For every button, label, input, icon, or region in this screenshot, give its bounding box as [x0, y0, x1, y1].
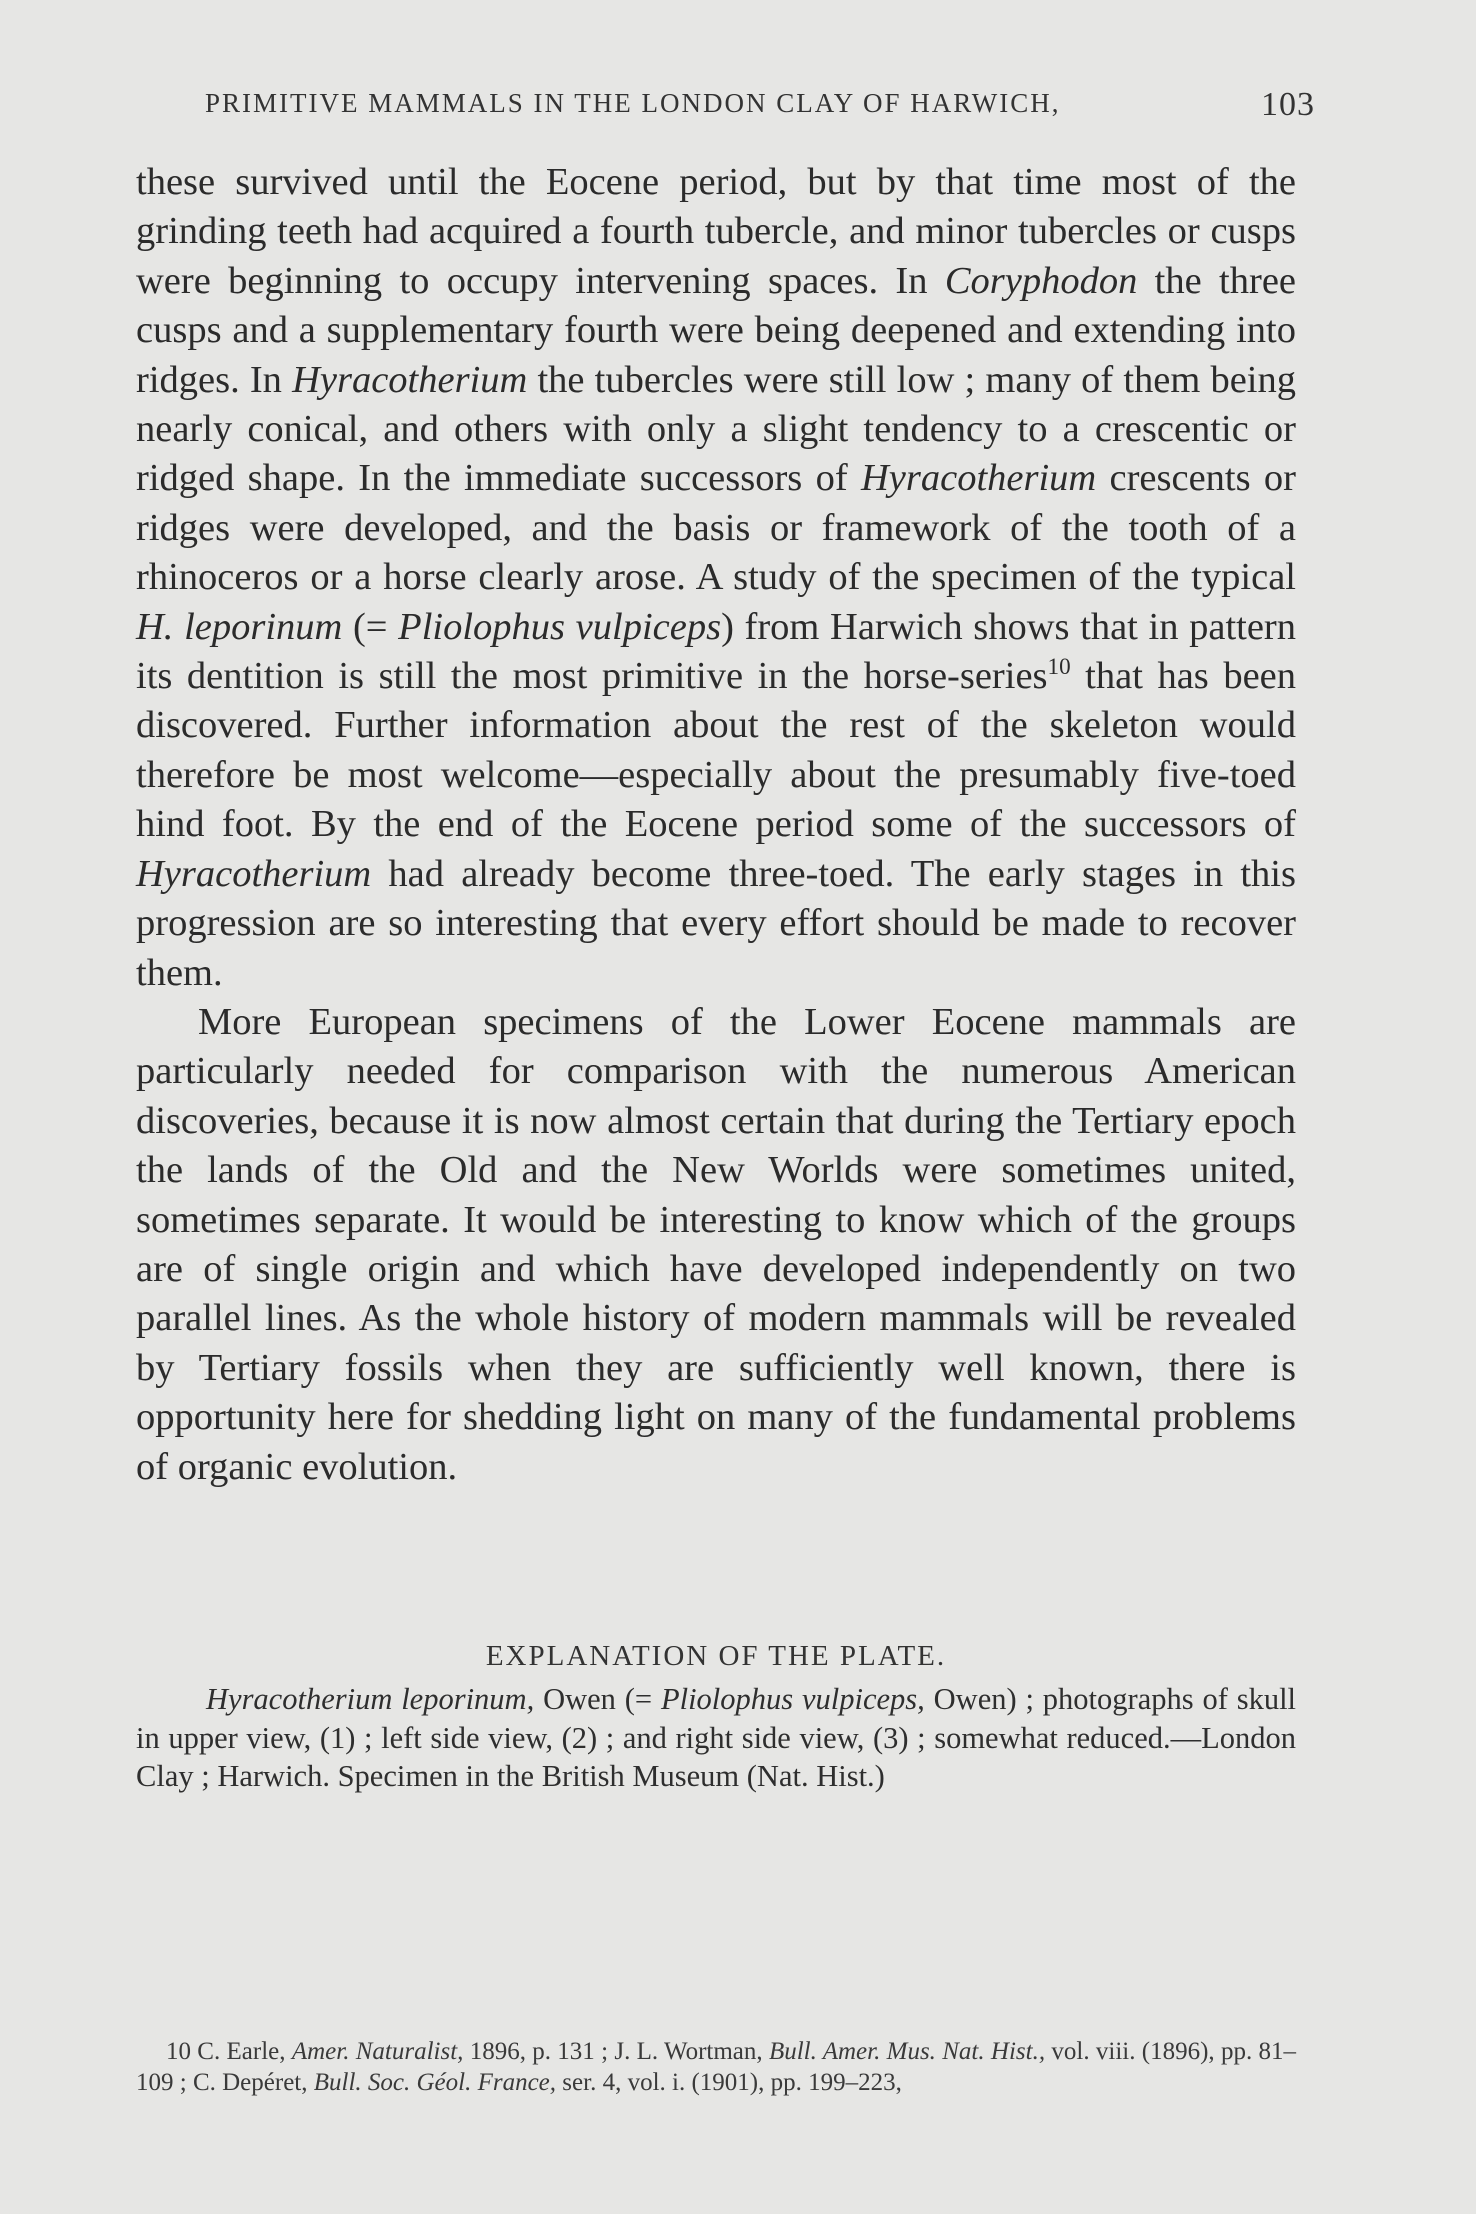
footnote-reference: 10 [1047, 653, 1071, 680]
body-text [136, 158, 1296, 1492]
text-run: 10 C. Earle, [166, 2038, 292, 2065]
paragraph-1 [136, 158, 1296, 998]
text-run: vol. viii. (1896), pp. 81–109 ; C. Depéret, [136, 2038, 1296, 2096]
text-run: had already become three-toed. The early stages in this progression are so interesting that every effort should be made to recover them. [136, 852, 1296, 994]
running-head [205, 80, 1315, 130]
text-run: that has been discovered. Further information about the rest of the skeleton would therefore be most welcome—especially about the presumably five-toed hind foot. By the end of the Eocene period some of the successors of [136, 655, 1296, 846]
italic-genus-name: Hyracotherium [292, 358, 528, 401]
text-run: (= [342, 605, 399, 648]
paragraph-2: More European specimens of the Lower Eocene mammals are particularly needed for comparison with the numerous American discoveries, because it is now almost certain that during the Tertiary epoch the lands of the Old and the New Worlds were sometimes united, sometimes separate. It would be interesting to know which of the groups are of single origin and which have developed independently on two parallel lines. As the whole history of modern mammals will be revealed by Tertiary fossils when they are sufficiently well known, there is opportunity here for shedding light on many of the fundamental problems of organic evolution. [136, 1000, 1296, 1488]
text-run: ) from Harwich shows that in pattern its dentition is still the most primitive in the horse-series [136, 605, 1296, 698]
italic-species-name: Pliolophus vulpiceps [398, 605, 722, 648]
text-run: crescents or ridges were developed, and the basis or framework of the tooth of a rhinoceros or a horse clearly arose. A study of the specimen of the typical [136, 457, 1296, 599]
italic-species-name: Hyracotherium leporinum, [206, 1682, 535, 1716]
text-run: Owen (= [534, 1682, 661, 1716]
italic-genus-name: Hyracotherium [136, 852, 372, 895]
italic-journal-title: Bull. Soc. Géol. France, [313, 2069, 557, 2096]
running-head-title: PRIMITIVE MAMMALS IN THE LONDON CLAY OF HARWICH, [205, 88, 1061, 118]
italic-genus-name: Coryphodon [944, 259, 1138, 302]
text-run: these survived until the Eocene period, but by that time most of the grinding teeth had acquired a fourth tubercle, and minor tubercles or cusps were beginning to occupy intervening spaces. In [136, 161, 1296, 302]
italic-species-name: H. leporinum [136, 605, 343, 648]
text-run: 1896, p. 131 ; J. L. Wortman, [463, 2038, 769, 2065]
text-run: the tubercles were still low ; many of them being nearly conical, and others with only a slight tendency to a crescentic or ridged shape. In the immediate successors of [136, 358, 1296, 500]
plate-explanation [136, 1680, 1296, 1796]
italic-journal-title: Bull. Amer. Mus. Nat. Hist., [768, 2038, 1046, 2065]
plate-explanation-heading: EXPLANATION OF THE PLATE. [485, 1640, 947, 1672]
footnote [136, 2036, 1296, 2098]
italic-genus-name: Hyracotherium [860, 457, 1097, 500]
page-number: 103 [1261, 86, 1315, 123]
italic-journal-title: Amer. Naturalist, [291, 2038, 464, 2065]
text-run: ser. 4, vol. i. (1901), pp. 199–223, [556, 2069, 902, 2096]
italic-species-name: Pliolophus vulpiceps, [660, 1682, 925, 1716]
text-run: the three cusps and a supplementary fourth were being deepened and extending into ridges. In [136, 259, 1296, 401]
text-run: Owen) ; photographs of skull in upper view, (1) ; left side view, (2) ; and right side view, (3) ; somewhat reduced.—London Clay ; Harwich. Specimen in the British Museum (Nat. Hist.) [136, 1682, 1297, 1793]
